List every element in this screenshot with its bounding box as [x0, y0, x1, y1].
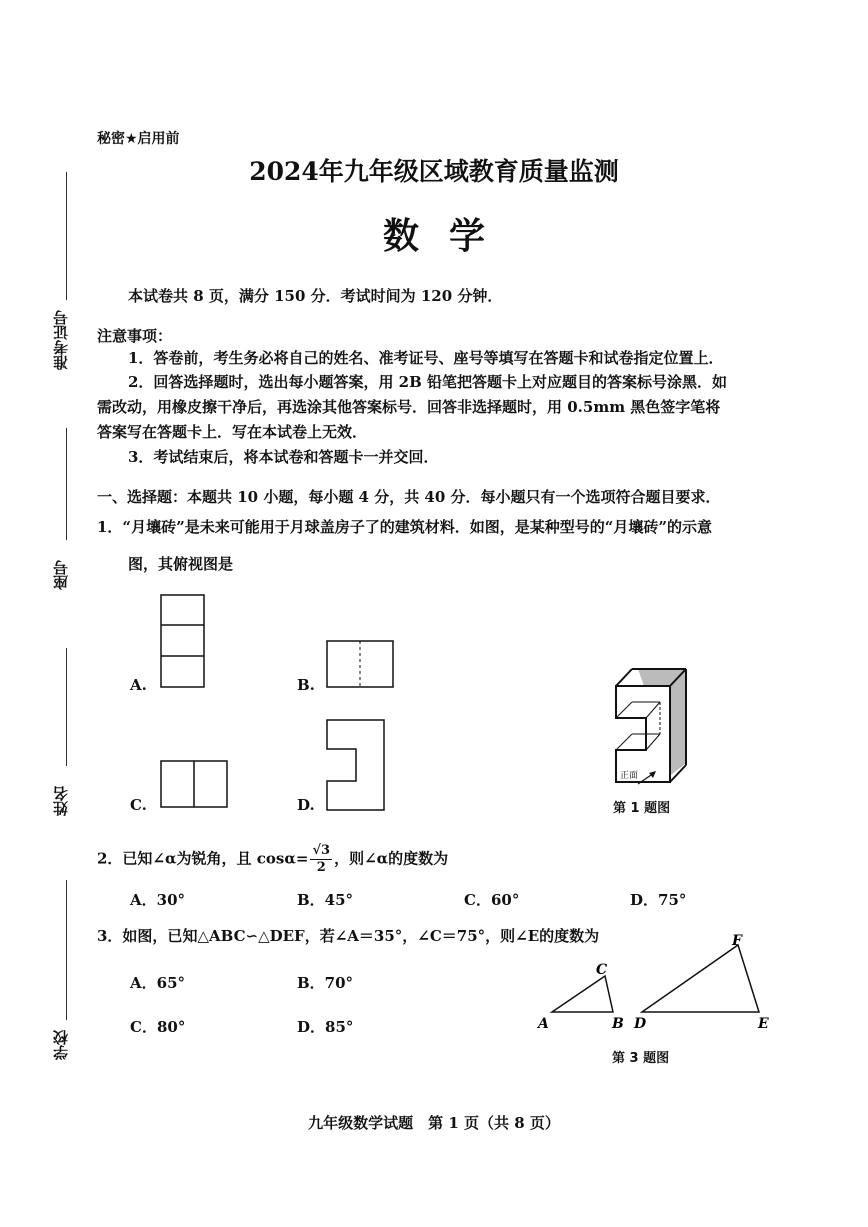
q2-suffix: ，则∠α的度数为	[334, 849, 449, 868]
point-d-label: D	[634, 1016, 647, 1032]
margin-line	[66, 428, 67, 540]
note-item: 需改动，用橡皮擦干净后，再选涂其他答案标号．回答非选择题时，用 0.5mm 黑色签字笔将	[97, 398, 721, 416]
q1-option-c-label: C.	[130, 796, 147, 814]
confidential-label: 秘密★启用前	[97, 131, 180, 147]
q2-option-a: A．30°	[130, 891, 186, 909]
q3-option-a: A．65°	[130, 974, 186, 992]
q1-option-b-label: B.	[297, 676, 315, 694]
q2-fraction	[310, 843, 332, 876]
q2-option-b: B．45°	[297, 891, 354, 909]
page-footer: 九年级数学试题 第 1 页（共 8 页）	[308, 1114, 560, 1132]
exam-title: 2024年九年级区域教育质量监测	[249, 157, 619, 186]
point-e-label: E	[758, 1016, 769, 1032]
figure-3-caption: 第 3 题图	[612, 1051, 670, 1066]
subject-title: 数学	[382, 215, 515, 257]
section-heading: 一、选择题：本题共 10 小题，每小题 4 分，共 40 分．每小题只有一个选项符合题目要求．	[97, 488, 721, 506]
q2-option-c: C．60°	[464, 891, 520, 909]
note-item: 2．回答选择题时，选出每小题答案，用 2B 铅笔把答题卡上对应题目的答案标号涂黑．如	[128, 373, 728, 391]
question-1-text: 1．“月壤砖”是未来可能用于月球盖房子了的建筑材料．如图，是某种型号的“月壤砖”的示意	[97, 518, 712, 536]
q1-option-a-label: A.	[130, 676, 147, 694]
exam-info: 本试卷共 8 页，满分 150 分．考试时间为 120 分钟．	[128, 287, 503, 305]
notes-heading: 注意事项：	[97, 327, 173, 345]
q3-option-b: B．70°	[297, 974, 354, 992]
margin-label-exam-id: 准考证号	[52, 310, 70, 370]
figure-1-caption: 第 1 题图	[613, 801, 671, 816]
front-direction-label: 正面	[620, 771, 639, 781]
q2-option-d: D．75°	[630, 891, 687, 909]
q2-prefix: 2．已知∠α为锐角，且 cosα=	[97, 849, 309, 868]
point-b-label: B	[612, 1016, 624, 1032]
margin-label-name: 姓名	[52, 786, 70, 816]
front-direction-arrow-icon	[636, 770, 658, 786]
q2-fraction-denominator: 2	[316, 860, 326, 875]
question-3-text: 3．如图，已知△ABC∽△DEF，若∠A＝35°，∠C＝75°，则∠E的度数为	[97, 927, 600, 945]
q3-option-d: D．85°	[297, 1018, 354, 1036]
margin-line	[66, 648, 67, 766]
q1-option-d-figure	[326, 719, 388, 813]
question-2-text	[97, 843, 448, 876]
margin-label-school: 学校	[52, 1030, 70, 1060]
note-item: 答案写在答题卡上．写在本试卷上无效．	[97, 423, 368, 441]
q1-option-b-figure	[326, 640, 396, 690]
note-item: 1．答卷前，考生务必将自己的姓名、准考证号、座号等填写在答题卡和试卷指定位置上．	[128, 349, 724, 367]
q1-option-a-figure	[160, 594, 206, 690]
q1-option-c-figure	[160, 760, 230, 810]
point-a-label: A	[538, 1016, 549, 1032]
note-item: 3．考试结束后，将本试卷和答题卡一并交回．	[128, 448, 439, 466]
q3-similar-triangles-figure	[535, 930, 775, 1040]
point-f-label: F	[732, 933, 742, 949]
point-c-label: C	[596, 962, 608, 978]
margin-line	[66, 880, 67, 1020]
margin-label-seat: 座号	[52, 560, 70, 590]
question-1-text-cont: 图，其俯视图是	[128, 555, 234, 573]
q2-fraction-numerator: √3	[312, 843, 331, 858]
q1-option-d-label: D.	[297, 796, 315, 814]
q3-option-c: C．80°	[130, 1018, 186, 1036]
